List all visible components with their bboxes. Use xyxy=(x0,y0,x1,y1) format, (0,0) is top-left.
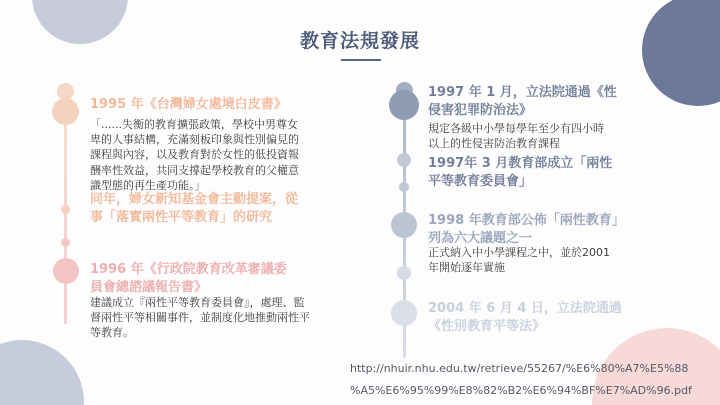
source-url-line-1: http://nhuir.nhu.edu.tw/retrieve/55267/%E6%80%A7%E5%88 xyxy=(350,362,689,375)
event-1995-heading: 1995 年《台灣婦女處境白皮書》 xyxy=(90,97,287,112)
timeline-dot xyxy=(61,238,70,247)
event-1996-heading: 1996 年《行政院教育改革審議委員會總諮議報告書》 xyxy=(90,262,287,295)
decor-circle-bottom-left xyxy=(0,340,84,405)
title-underline xyxy=(341,59,381,61)
timeline-dot xyxy=(391,300,417,326)
event-1996-body: 建議成立『兩性平等教育委員會』，處理、監督兩性平等相關事件，並制度化地推動兩性平等教育。 xyxy=(90,296,310,340)
event-1997-jan-body: 規定各級中小學每學年至少有四小時以上的性侵害防治教育課程 xyxy=(428,122,604,151)
event-1995-followup: 同年，婦女新知基金會主動提案，從事「落實兩性平等教育」的研究 xyxy=(90,192,299,225)
timeline-dot xyxy=(391,212,417,238)
event-1997-mar-heading: 1997年 3 月教育部成立「兩性平等教育委員會」 xyxy=(428,156,613,189)
timeline-dot xyxy=(389,90,419,120)
event-1998-heading: 1998 年教育部公佈「兩性教育」列為六大議題之一 xyxy=(428,213,625,246)
event-1997-jan-heading: 1997 年 1 月，立法院通過《性侵害犯罪防治法》 xyxy=(428,85,617,118)
decor-circle-top-right xyxy=(642,0,720,106)
timeline-dot xyxy=(61,205,70,214)
event-1995-body: 「......失衡的教育擴張政策，學校中男尊女卑的人事結構，充滿刻板印象與性別偏見的課程與內容，以及教育對於女性的低投資報酬率性效益，共同支撐起學校教育的父權意識型態的再生產功能。」 xyxy=(90,118,299,192)
event-2004-heading: 2004 年 6 月 4 日，立法院通過《性別教育平等法》 xyxy=(428,301,622,334)
slide-title: 教育法規發展 xyxy=(299,30,420,52)
timeline-dot xyxy=(52,98,79,125)
source-url-line-2: %A5%E6%95%99%E8%82%B2%E6%94%BF%E7%AD%96.pdf xyxy=(350,384,692,397)
timeline-dot xyxy=(397,266,411,280)
event-1998-body: 正式納入中小學課程之中，並於2001 年開始逐年實施 xyxy=(428,246,610,275)
timeline-dot xyxy=(397,153,411,167)
timeline-dot xyxy=(399,182,409,192)
timeline-dot xyxy=(53,258,79,284)
